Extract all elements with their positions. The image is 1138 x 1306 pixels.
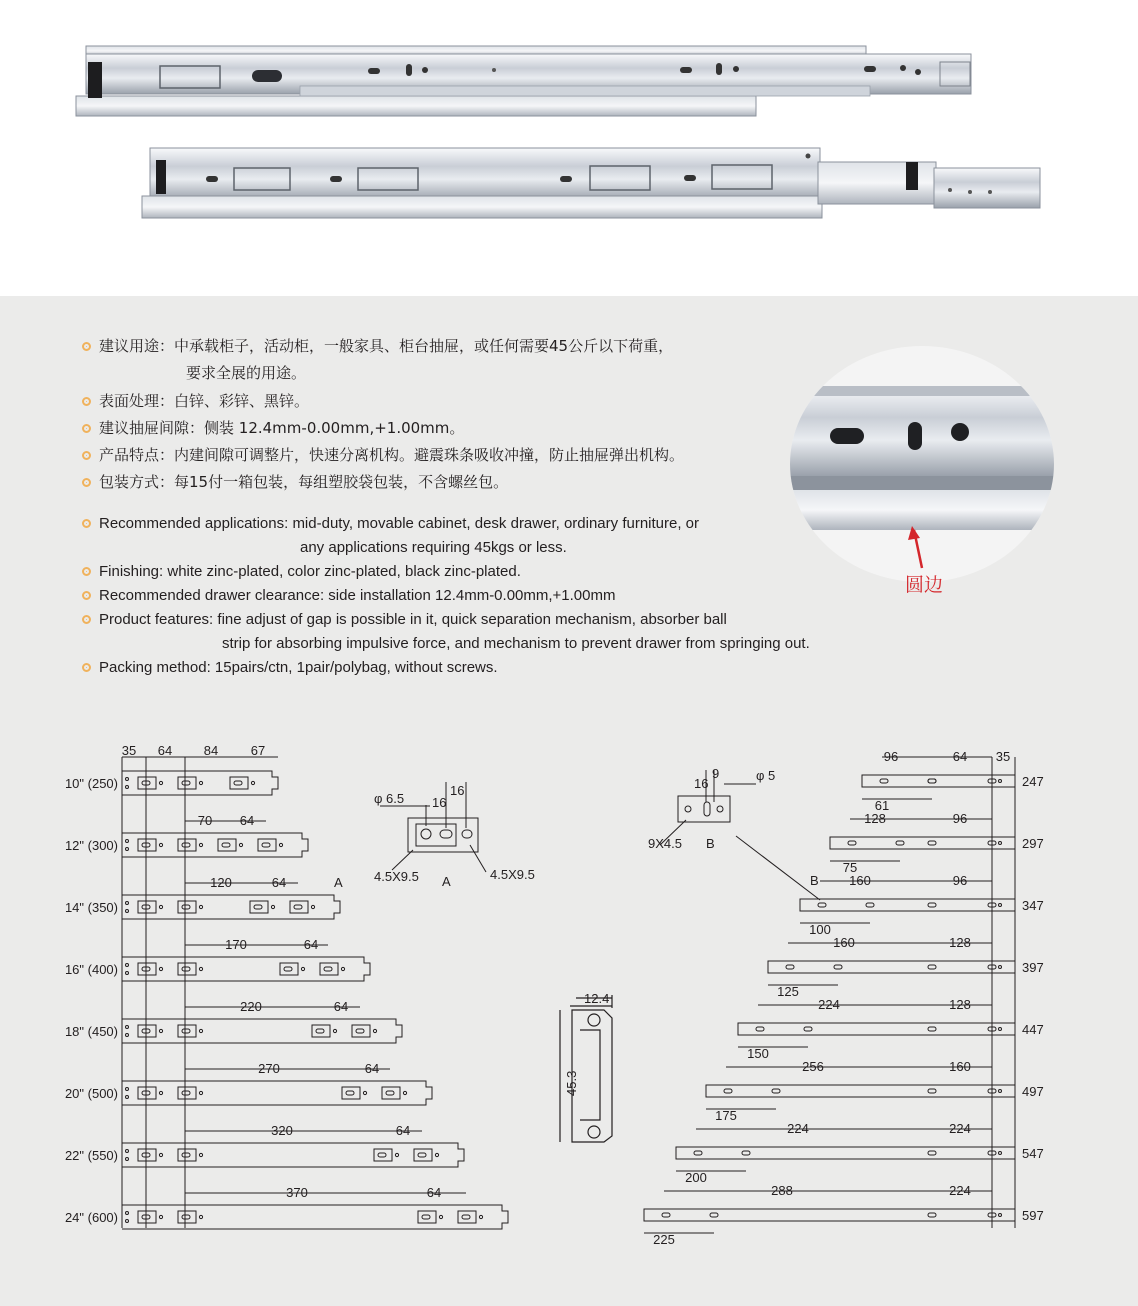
slot-hole [378,1153,386,1157]
dimension-label: 270 [258,1061,280,1076]
dimension-label: 160 [833,935,855,950]
dimension-label: 150 [747,1046,769,1061]
round-hole [159,905,162,908]
round-hole [126,972,129,975]
slot-hole [182,1215,190,1219]
spec-en-finishing: Finishing: white zinc-plated, color zinc-plated, black zinc-plated. [82,562,521,582]
mounting-slot [178,777,196,789]
round-hole [199,1215,202,1218]
slot-hole [848,841,856,845]
bullet-icon [82,397,91,406]
mounting-slot [230,777,248,789]
mounting-slot [418,1211,436,1223]
mounting-slot [178,1211,196,1223]
detail-b-dim: 16 [694,776,709,791]
slot-hole [324,967,332,971]
dimension-label: 160 [949,1059,971,1074]
round-hole [199,843,202,846]
slot-hole [356,1029,364,1033]
spec-cn-packing: 包装方式：每15付一箱包装，每组塑胶袋包装，不含螺丝包。 [82,472,508,492]
slot-hole [772,1089,780,1093]
slot-hole [316,1029,324,1033]
dimension-label: 256 [802,1059,824,1074]
mounting-slot [138,1211,156,1223]
bullet-icon [82,342,91,351]
slide-outline [122,1019,402,1043]
member-length-label: 347 [1022,898,1044,913]
slot-hole [462,1215,470,1219]
round-hole [126,1150,129,1153]
dimension-label: 160 [849,873,871,888]
detail-a-slot: 4.5X9.5 [490,867,535,882]
member-outline [800,899,1015,911]
dimension-label: 70 [197,813,213,828]
slot-hole [834,965,842,969]
slot-hole [222,843,230,847]
product-photo-area [0,0,1138,296]
mounting-slot [352,1025,370,1037]
dimension-label: 96 [883,749,899,764]
slot-hole [234,781,242,785]
slot-hole [928,779,936,783]
slot-hole [182,967,190,971]
dimension-label: 200 [685,1170,707,1185]
slide-size-label: 12" (300) [64,838,118,853]
mounting-slot [458,1211,476,1223]
detail-a-slot: 4.5X9.5 [374,869,419,884]
mounting-slot [138,963,156,975]
round-hole [373,1029,376,1032]
bullet-icon [82,424,91,433]
round-hole [126,1220,129,1223]
slot-hole [182,905,190,909]
round-hole [126,1088,129,1091]
technical-drawings [0,730,1138,1260]
round-hole [159,1091,162,1094]
left-header-dim: 35 [121,743,137,758]
slot-hole [284,967,292,971]
rounded-edge-detail-photo [790,346,1054,582]
slot-hole [928,965,936,969]
round-hole [999,1090,1002,1093]
round-hole [999,1214,1002,1217]
round-hole [126,1026,129,1029]
slot-hole [294,905,302,909]
round-hole [126,848,129,851]
slot-hole [928,1213,936,1217]
slot-hole [756,1027,764,1031]
member-outline [830,837,1015,849]
member-outline [738,1023,1015,1035]
mounting-slot [312,1025,330,1037]
round-hole [999,966,1002,969]
slot-hole [262,843,270,847]
dimension-label: 100 [809,922,831,937]
detail-a-dim: 16 [432,795,447,810]
mounting-slot [138,901,156,913]
spec-en-packing: Packing method: 15pairs/ctn, 1pair/polybag, without screws. [82,658,498,678]
bullet-icon [82,567,91,576]
round-hole [199,967,202,970]
left-header-dim: 67 [250,743,266,758]
slot-hole [254,905,262,909]
round-hole [159,967,162,970]
bullet-icon [82,478,91,487]
mounting-slot [342,1087,360,1099]
mounting-slot [178,963,196,975]
round-hole [999,842,1002,845]
spec-en-applications: Recommended applications: mid-duty, movable cabinet, desk drawer, ordinary furniture, or [82,514,699,534]
section-width: 12.4 [584,991,610,1006]
round-hole [126,910,129,913]
dimension-label: 61 [874,798,890,813]
dimension-label: 35 [995,749,1011,764]
member-outline [644,1209,1015,1221]
round-hole [126,1212,129,1215]
round-hole [126,902,129,905]
member-length-label: 447 [1022,1022,1044,1037]
round-hole [199,1153,202,1156]
round-hole [279,843,282,846]
round-hole [301,967,304,970]
rounded-edge-closeup [790,346,1054,582]
spec-cn-usage: 建议用途：中承载柜子，活动柜，一般家具、柜台抽屉，或任何需要45公斤以下荷重， [82,336,673,356]
slide-size-label: 10" (250) [64,776,118,791]
round-hole [126,1034,129,1037]
right-hole-positions [992,757,1015,1228]
member-length-label: 497 [1022,1084,1044,1099]
left-header-dim: 64 [157,743,173,758]
dimension-label: 320 [271,1123,293,1138]
member-outline [706,1085,1015,1097]
spec-en-features: Product features: fine adjust of gap is possible in it, quick separation mechanism, absorber ball [82,610,727,630]
slot-hole [182,1153,190,1157]
round-hole [403,1091,406,1094]
round-hole [159,1153,162,1156]
slot-hole [710,1213,718,1217]
slide-outline [122,1205,508,1229]
mounting-slot [178,1025,196,1037]
slot-hole [182,843,190,847]
spec-cn-clearance: 建议抽屉间隙：侧装 12.4mm-0.00mm,+1.00mm。 [82,418,464,438]
round-hole [126,1096,129,1099]
round-hole [999,1152,1002,1155]
right-rows [644,749,1044,1247]
slot-hole [928,1089,936,1093]
member-length-label: 547 [1022,1146,1044,1161]
member-length-label: 397 [1022,960,1044,975]
dimension-label: 224 [818,997,840,1012]
round-hole [311,905,314,908]
slide-outline [122,1143,464,1167]
slide-size-label: 22" (550) [64,1148,118,1163]
round-hole [159,1029,162,1032]
slot-hole [818,903,826,907]
round-hole [251,781,254,784]
slot-hole [418,1153,426,1157]
slide-extended-photo [76,46,971,116]
mounting-slot [138,839,156,851]
mounting-slot [178,839,196,851]
round-hole [126,1158,129,1161]
slot-hole [346,1091,354,1095]
spec-en-features-cont: strip for absorbing impulsive force, and mechanism to prevent drawer from springing out. [222,635,810,652]
bullet-icon [82,615,91,624]
slot-hole [896,841,904,845]
detail-a-label: A [442,874,451,889]
left-header-dim: 84 [203,743,219,758]
slide-outline [122,895,340,919]
detail-a-hole-dia: φ 6.5 [374,791,405,806]
slot-hole [928,1027,936,1031]
mounting-slot [178,901,196,913]
mounting-slot [382,1087,400,1099]
round-hole [159,843,162,846]
slot-hole [662,1213,670,1217]
drawer-slide-photos [0,0,1138,296]
detail-b-label: B [706,836,715,851]
dimension-label: 75 [842,860,858,875]
round-hole [159,781,162,784]
dimension-label: 128 [949,935,971,950]
round-hole [363,1091,366,1094]
round-hole [199,1029,202,1032]
dimension-label: 288 [771,1183,793,1198]
dimension-label: 64 [333,999,349,1014]
detail-b-slot: 9X4.5 [648,836,682,851]
detail-mark: A [334,875,343,890]
mounting-slot [374,1149,392,1161]
member-outline [768,961,1015,973]
spec-cn-features: 产品特点：内建间隙可调整片，快速分离机构。避震珠条吸收冲撞，防止抽屉弹出机构。 [82,445,684,465]
slot-hole [786,965,794,969]
slot-hole [182,1029,190,1033]
slide-size-label: 18" (450) [64,1024,118,1039]
slot-hole [928,841,936,845]
detail-a-dim: 16 [450,783,465,798]
bullet-icon [82,663,91,672]
slot-hole [182,1091,190,1095]
dimension-label: 370 [286,1185,308,1200]
slot-hole [928,1151,936,1155]
dimension-label: 220 [240,999,262,1014]
round-hole [271,905,274,908]
slot-hole [880,779,888,783]
round-hole [126,964,129,967]
slot-hole [866,903,874,907]
round-hole [435,1153,438,1156]
slot-hole [724,1089,732,1093]
bullet-icon [82,519,91,528]
rounded-edge-label: 圆边 [905,574,944,596]
detail-mark: B [810,873,819,888]
detail-b-hole-dia: φ 5 [756,768,776,783]
slot-hole [742,1151,750,1155]
dimension-label: 64 [364,1061,380,1076]
bullet-icon [82,451,91,460]
slide-size-label: 16" (400) [64,962,118,977]
round-hole [439,1215,442,1218]
dimension-label: 64 [303,937,319,952]
dimension-label: 175 [715,1108,737,1123]
mounting-slot [320,963,338,975]
spec-en-clearance: Recommended drawer clearance: side installation 12.4mm-0.00mm,+1.00mm [82,586,615,606]
slot-hole [182,781,190,785]
slot-hole [804,1027,812,1031]
slide-size-label: 14" (350) [64,900,118,915]
dimension-label: 128 [949,997,971,1012]
section-height: 45.3 [564,1070,579,1096]
detail-b-dim: 9 [712,766,720,781]
mounting-slot [138,777,156,789]
slide-closed-photo [142,148,1040,218]
round-hole [341,967,344,970]
mounting-slot [178,1149,196,1161]
mounting-slot [280,963,298,975]
round-hole [126,786,129,789]
slide-size-label: 24" (600) [64,1210,118,1225]
mounting-slot [290,901,308,913]
round-hole [199,905,202,908]
round-hole [999,904,1002,907]
slide-size-label: 20" (500) [64,1086,118,1101]
mounting-slot [250,901,268,913]
dimension-label: 96 [952,811,968,826]
bullet-icon [82,591,91,600]
spec-en-applications-cont: any applications requiring 45kgs or less. [300,539,567,556]
mounting-slot [138,1087,156,1099]
mounting-slot [258,839,276,851]
round-hole [159,1215,162,1218]
dimension-label: 170 [225,937,247,952]
member-outline [676,1147,1015,1159]
round-hole [239,843,242,846]
left-rows [65,771,508,1229]
dimension-label: 120 [210,875,232,890]
dimension-label: 128 [864,811,886,826]
mounting-slot [218,839,236,851]
dimension-label: 96 [952,873,968,888]
spec-cn-usage-cont: 要求全展的用途。 [186,364,307,382]
mounting-slot [138,1149,156,1161]
round-hole [999,780,1002,783]
member-length-label: 297 [1022,836,1044,851]
dimension-label: 64 [952,749,968,764]
round-hole [479,1215,482,1218]
detail-b [660,770,820,900]
round-hole [126,840,129,843]
dimension-label: 224 [949,1183,971,1198]
round-hole [126,778,129,781]
dimension-label: 64 [239,813,255,828]
round-hole [395,1153,398,1156]
mounting-slot [178,1087,196,1099]
mounting-slot [138,1025,156,1037]
mounting-slot [414,1149,432,1161]
slot-hole [386,1091,394,1095]
dimension-label: 224 [949,1121,971,1136]
slot-hole [422,1215,430,1219]
round-hole [199,1091,202,1094]
member-length-label: 597 [1022,1208,1044,1223]
round-hole [199,781,202,784]
slot-hole [694,1151,702,1155]
dimension-label: 125 [777,984,799,999]
round-hole [999,1028,1002,1031]
dimension-label: 64 [271,875,287,890]
cross-section [560,995,612,1142]
dimension-label: 225 [653,1232,675,1247]
dimension-label: 224 [787,1121,809,1136]
round-hole [333,1029,336,1032]
slot-hole [928,903,936,907]
spec-cn-finish: 表面处理：白锌、彩锌、黑锌。 [82,391,309,411]
dimension-label: 64 [426,1185,442,1200]
dimension-label: 64 [395,1123,411,1138]
member-length-label: 247 [1022,774,1044,789]
